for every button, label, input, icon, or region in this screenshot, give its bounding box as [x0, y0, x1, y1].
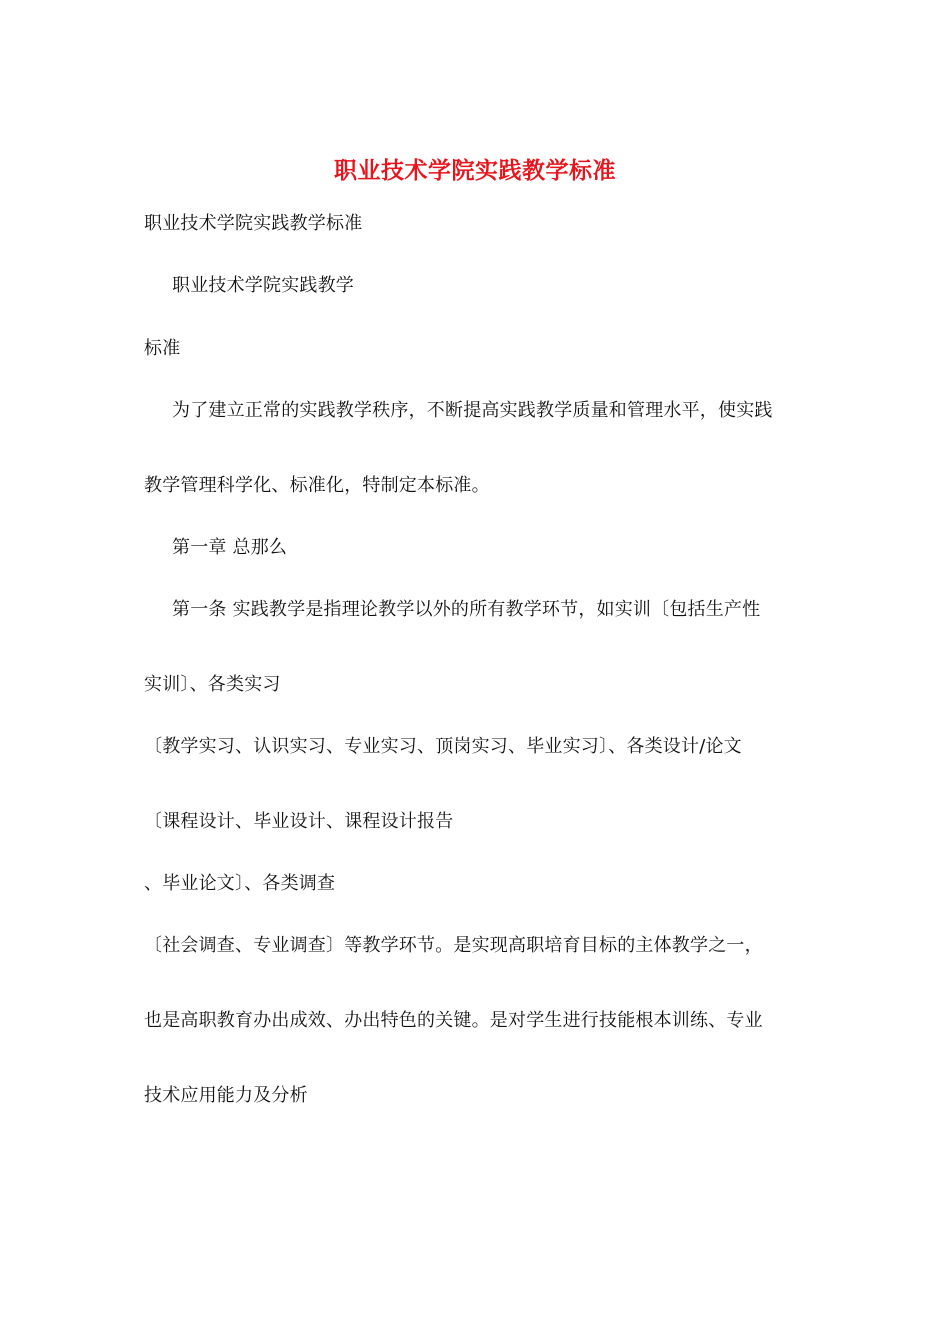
text-line: 职业技术学院实践教学标准: [144, 213, 363, 234]
text-line: 、毕业论文〕、各类调查: [144, 873, 336, 894]
document-title: 职业技术学院实践教学标准: [334, 157, 616, 184]
text-line: 标准: [144, 338, 181, 359]
text-line: 〔教学实习、认识实习、专业实习、顶岗实习、毕业实习〕、各类设计/论文: [144, 736, 742, 757]
text-line: 技术应用能力及分析: [144, 1085, 308, 1106]
text-line: 教学管理科学化、标准化，特制定本标准。: [144, 475, 490, 496]
text-line: 职业技术学院实践教学: [172, 275, 354, 296]
text-line: 为了建立正常的实践教学秩序，不断提高实践教学质量和管理水平，使实践: [172, 400, 773, 421]
text-line: 实训〕、各类实习: [144, 674, 281, 695]
chapter-heading: 第一章 总那么: [172, 537, 288, 558]
text-line: 也是高职教育办出成效、办出特色的关键。是对学生进行技能根本训练、专业: [144, 1010, 763, 1031]
text-line: 第一条 实践教学是指理论教学以外的所有教学环节，如实训〔包括生产性: [172, 599, 761, 620]
text-line: 〔社会调查、专业调查〕等教学环节。是实现高职培育目标的主体教学之一，: [144, 935, 763, 956]
text-line: 〔课程设计、毕业设计、课程设计报告: [144, 811, 454, 832]
